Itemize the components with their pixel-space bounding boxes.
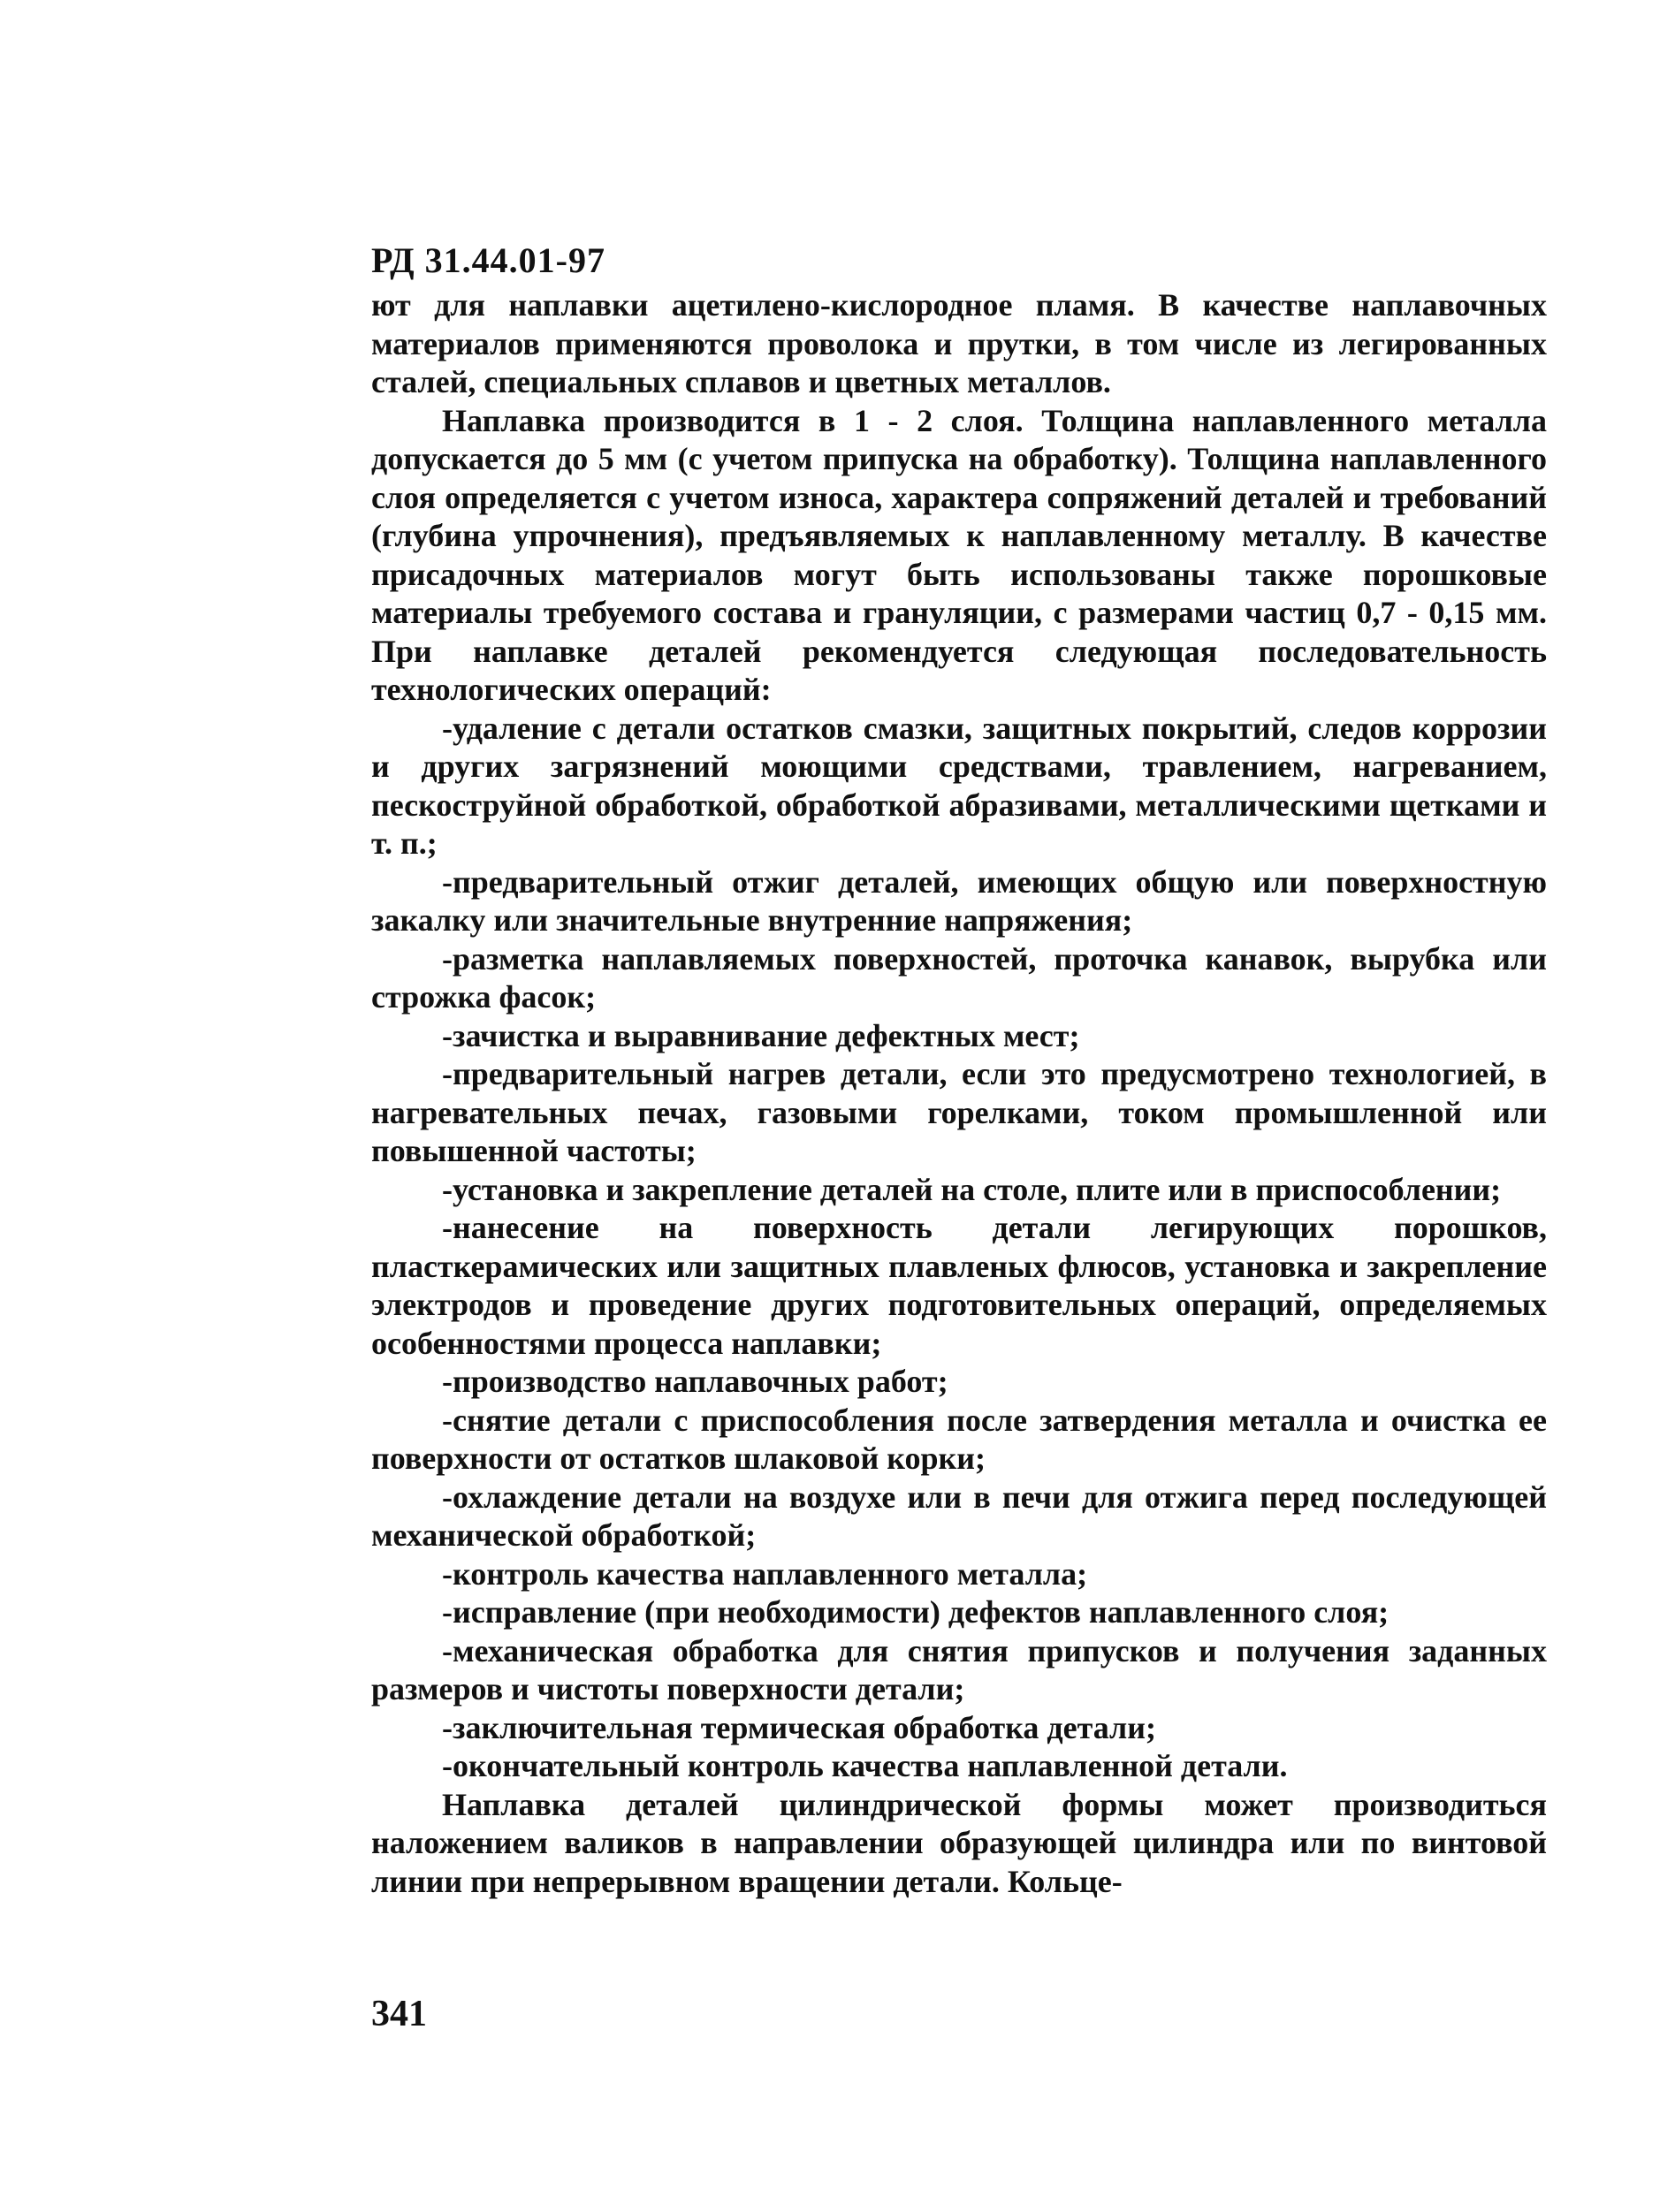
list-item: -заключительная термическая обработка детали; bbox=[442, 1709, 1156, 1745]
list-item: -разметка наплавляемых поверхностей, проточка канавок, вырубка или строжка фасок; bbox=[371, 940, 1547, 1015]
list-item: -нанесение на поверхность детали легирующих порошков, пласткерамических или защитных плавленых флюсов, установка и закрепление электродов и проведение других подготовительных операций, определяемых особенностями процесса наплавки; bbox=[371, 1210, 1547, 1361]
document-code: РД 31.44.01-97 bbox=[371, 240, 605, 280]
list-item: -окончательный контроль качества наплавленной детали. bbox=[442, 1748, 1288, 1783]
list-item: -контроль качества наплавленного металла; bbox=[442, 1555, 1088, 1592]
list-item: -механическая обработка для снятия припусков и получения заданных размеров и чистоты поверхности детали; bbox=[371, 1632, 1547, 1707]
list-item: -охлаждение детали на воздухе или в печи для отжига перед последующей механической обработкой; bbox=[371, 1478, 1547, 1553]
operations-list bbox=[371, 710, 1547, 1786]
paragraph-cylindrical-parts: Наплавка деталей цилиндрической формы может производиться наложением валиков в направлении образующей цилиндра или по винтовой линии при непрерывном вращении детали. Кольце- bbox=[371, 1786, 1547, 1899]
list-item: -удаление с детали остатков смазки, защитных покрытий, следов коррозии и других загрязнений моющими средствами, травлением, нагреванием, пескоструйной обработкой, обработкой абразивами, металлическими щетками и т. п.; bbox=[371, 710, 1547, 861]
paragraph-surfacing-layers: Наплавка производится в 1 - 2 слоя. Толщина наплавленного металла допускается до 5 мм (с учетом припуска на обработку). Толщина наплавленного слоя определяется с учетом износа, характера сопряжений деталей и требований (глубина упрочнения), предъявляемых к наплавленному металлу. В качестве присадочных материалов могут быть использованы также порошковые материалы требуемого состава и грануляции, с размерами частиц 0,7 - 0,15 мм. При наплавке деталей рекомендуется следующая последовательность технологических операций: bbox=[371, 402, 1547, 707]
paragraph-continuation: ют для наплавки ацетилено-кислородное пламя. В качестве наплавочных материалов применяются проволока и прутки, в том числе из легированных сталей, специальных сплавов и цветных металлов. bbox=[371, 287, 1547, 399]
list-item: -производство наплавочных работ; bbox=[442, 1364, 948, 1399]
list-item: -предварительный нагрев детали, если это предусмотрено технологией, в нагревательных печах, газовыми горелками, током промышленной или повышенной частоты; bbox=[371, 1056, 1547, 1168]
document-page bbox=[371, 239, 1547, 1901]
list-item: -исправление (при необходимости) дефектов наплавленного слоя; bbox=[442, 1594, 1389, 1630]
list-item: -зачистка и выравнивание дефектных мест; bbox=[442, 1017, 1080, 1053]
page-number: 341 bbox=[371, 1994, 427, 2034]
list-item: -снятие детали с приспособления после затвердения металла и очистка ее поверхности от остатков шлаковой корки; bbox=[371, 1402, 1547, 1476]
list-item: -предварительный отжиг деталей, имеющих общую или поверхностную закалку или значительные внутренние напряжения; bbox=[371, 863, 1547, 938]
list-item: -установка и закрепление деталей на столе, плите или в приспособлении; bbox=[442, 1171, 1502, 1207]
